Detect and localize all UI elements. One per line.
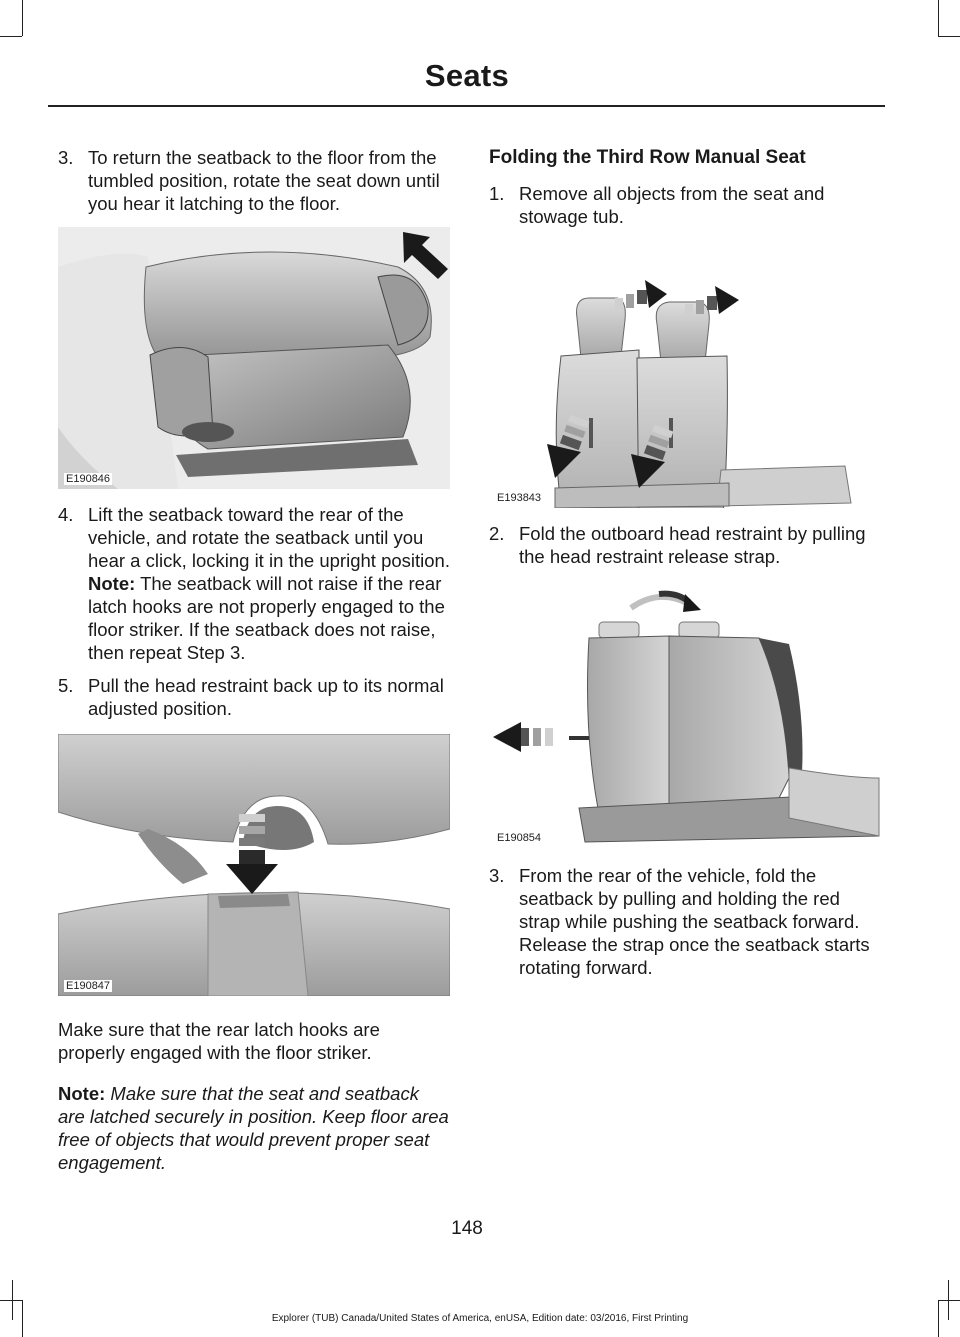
step-text: Remove all objects from the seat and stowage tub.	[519, 183, 825, 227]
figure-code: E190854	[497, 832, 542, 844]
figure-fold-head-restraint	[489, 578, 881, 848]
page-title: Seats	[424, 58, 510, 93]
step-4	[58, 503, 450, 664]
step-1	[489, 182, 881, 228]
step-number: 2.	[489, 523, 505, 544]
seat-tumbled-illustration	[58, 227, 450, 489]
note-label: Note:	[58, 1083, 106, 1104]
crop-mark	[938, 0, 939, 36]
crop-mark	[0, 1300, 22, 1301]
section-heading: Folding the Third Row Manual Seat	[489, 147, 806, 168]
note-text: The seatback will not raise if the rear latch hooks are not properly engaged to the floor striker. If the seatback does not raise, then repeat Step 3.	[88, 573, 445, 663]
figure-code: E190846	[66, 473, 111, 485]
step-text: To return the seatback to the floor from the tumbled position, rotate the seat down until you hear it latching to the floor.	[88, 147, 440, 214]
step-3-right	[489, 864, 881, 979]
step-text: From the rear of the vehicle, fold the seatback by pulling and holding the red strap while pushing the seatback forward. Release the strap once the seatback starts rotating forward.	[519, 865, 870, 978]
figure-seat-objects	[489, 238, 881, 508]
step-number: 5.	[58, 675, 74, 696]
step-text: Lift the seatback toward the rear of the vehicle, and rotate the seatback until you hear a click, locking it in the upright position.	[88, 504, 450, 571]
figure-seat-tumbled	[58, 227, 450, 489]
note-text: Make sure that the seat and seatback are latched securely in position. Keep floor area free of objects that would prevent proper seat engagement.	[58, 1083, 449, 1173]
step-number: 1.	[489, 183, 505, 204]
crop-mark	[0, 36, 22, 37]
note-label: Note:	[88, 573, 136, 594]
figure-code: E193843	[497, 492, 542, 504]
step-text: Pull the head restraint back up to its normal adjusted position.	[88, 675, 444, 719]
figure-code: E190847	[66, 980, 111, 992]
figure-head-restraint	[58, 734, 450, 996]
head-restraint-illustration	[58, 734, 450, 996]
step-number: 3.	[489, 865, 505, 886]
step-2	[489, 522, 881, 568]
crop-mark	[938, 36, 960, 37]
fold-head-restraint-illustration	[489, 578, 881, 848]
left-column	[58, 146, 450, 1174]
edition-info: Explorer (TUB) Canada/United States of America, enUSA, Edition date: 03/2016, First Printing	[271, 1313, 689, 1324]
right-column	[489, 146, 881, 989]
crop-mark	[938, 1300, 960, 1301]
note	[58, 1082, 450, 1174]
paragraph: Make sure that the rear latch hooks are properly engaged with the floor striker.	[58, 1019, 380, 1063]
step-number: 3.	[58, 147, 74, 168]
crop-mark	[22, 0, 23, 36]
step-3	[58, 146, 450, 215]
page-number: 148	[451, 1218, 483, 1239]
header-divider	[48, 105, 885, 107]
step-5	[58, 674, 450, 720]
seat-objects-illustration	[489, 238, 881, 508]
step-text: Fold the outboard head restraint by pulling the head restraint release strap.	[519, 523, 866, 567]
step-number: 4.	[58, 504, 74, 525]
